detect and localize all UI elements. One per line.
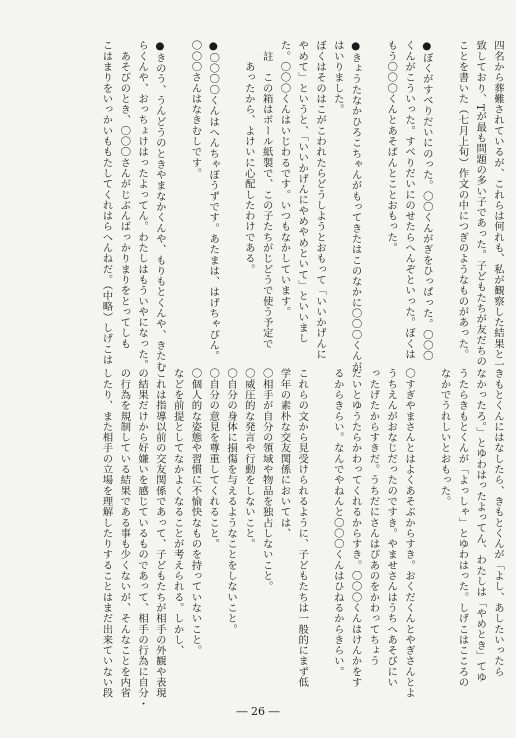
text-line: これらの文から見受けられるように、子どもたちは一般的にまず低 <box>296 368 309 688</box>
upper-text-block <box>12 40 506 405</box>
text-line: 〇〇〇さんはなきむしです。 <box>189 40 202 179</box>
text-line: あったから、よけいに心配したわけである。 <box>242 40 255 275</box>
text-line: きもとくんにはなしたら、きもとくんが「よし、あしたいったら <box>492 368 504 677</box>
text-line: なかでうれしいとおもった。 <box>438 368 451 507</box>
text-line: 〇威圧的な発言や行動をしないこと。 <box>242 368 255 550</box>
text-line: 〇相手が自分の領域や物品を独占しないこと。 <box>260 368 273 592</box>
text-line: の結果だけから好嫌いを感じているものであって、相手の行為に自分・ <box>136 368 149 709</box>
text-line: したり、また相手の立場を理解したりすることはまだ出来ていない段 <box>100 368 113 699</box>
text-line: ことを書いた（七月上旬）作文の中につぎのようなものがあった。 <box>456 40 469 360</box>
text-line: るからきらい。なんでやねんと〇〇〇くんはひねるからきらい。 <box>331 368 344 677</box>
text-line <box>168 40 186 405</box>
text-line <box>364 40 382 405</box>
text-line: ●きのう、うんどうのときやまなかくんや、もりもとくんや、きたむ <box>153 40 166 372</box>
text-line: こはまりをいっかいももたしてくれはらへんねだ。（中略）しげこは <box>100 40 113 365</box>
page-number: ― 26 ― <box>236 705 280 718</box>
text-line <box>221 40 239 405</box>
lower-vertical-text <box>12 368 506 733</box>
text-line: ●〇〇〇〇くんはへんちゃぼうずです。あたまは、はげちゃぴん。 <box>207 40 220 362</box>
text-line: ぼくはそのはこがこわれたらどうしようとおもって「いいかげんに <box>314 40 327 360</box>
text-line: ●きょうたなかひろこちゃんがもってきたはこのなかに〇〇〇くんが <box>349 40 362 372</box>
text-line: うちえんがおなじだったのですき。やませさんはうちへあそびにい <box>385 368 398 688</box>
text-line: 〇個人的な姿態や習慣に不愉快なものを持っていないこと。 <box>189 368 202 656</box>
text-line: うたらきもとくんが「よっしゃ」とゆわはった。しげこはこころの <box>456 368 469 688</box>
text-line: くんがこういった。すべりだいにのせたらへんぞといった。ぼくは <box>403 40 416 360</box>
text-line: だいとゆうたらかわってくれるからすき。〇〇〇くんはけんかをす <box>349 368 362 688</box>
text-line: た。〇〇〇くんはいじわるです。いつもなかしています。 <box>278 40 291 317</box>
text-line: はいりました。 <box>331 40 344 115</box>
text-line: なかったろ。」とゆわはったよってん、わたしは「やめとき」てゆ <box>474 368 487 683</box>
text-line: 〇自分の身体に損傷を与えるようなことをしないこと。 <box>225 368 238 635</box>
upper-vertical-text <box>12 40 506 405</box>
text-line: もう〇〇〇くんとあそばんとことおもった。 <box>385 40 398 253</box>
text-line: あそびのとき、〇〇〇さんがじぶんばっかりまりをとってしも <box>118 40 131 349</box>
text-line <box>417 368 435 733</box>
text-line: の行為を規制している結果である事も少くないが、そんなことを内省 <box>118 368 131 699</box>
text-line: 四名から葬難されているが、これらは何れも、私が観察した結果と一 <box>492 40 504 371</box>
text-line: ったげたからすきだ。うちだにさんはぴあのをかわってちょう <box>367 368 380 667</box>
text-line <box>435 40 453 405</box>
text-line: などを前提としてなかよくなることが考えられる。しかし、 <box>171 368 184 656</box>
text-line: 致しており、Tが最も問題の多い子であった。子どもたちが友だちの <box>474 40 487 367</box>
text-line: ●ぼくがすべりだいにのった。〇〇くんがぎをひっぱった。〇〇〇 <box>420 40 433 362</box>
text-line: 註 この箱はボール紙製で、この子たちがじどうで使う予定で <box>260 40 273 349</box>
text-line: これは指導以前の交友関係であって、子どもたちが相手の外観や表現 <box>153 368 166 699</box>
text-line: 〇自分の意見を尊重してくれること。 <box>207 368 220 550</box>
text-line: 〇すぎやまさんとはよくあそぶからすき。おくだくんとやぎさんとよ <box>403 368 416 699</box>
text-line: やめて」というと、「いいかげんにやめやめといて」といいまし <box>296 40 309 344</box>
lower-text-block <box>12 368 506 733</box>
text-line: らくんや、おっちょけはったよってん。わたしはもういやになった。 <box>136 40 149 371</box>
text-line: 学年の素朴な交友関係においては、 <box>278 368 291 539</box>
text-line <box>310 368 328 733</box>
